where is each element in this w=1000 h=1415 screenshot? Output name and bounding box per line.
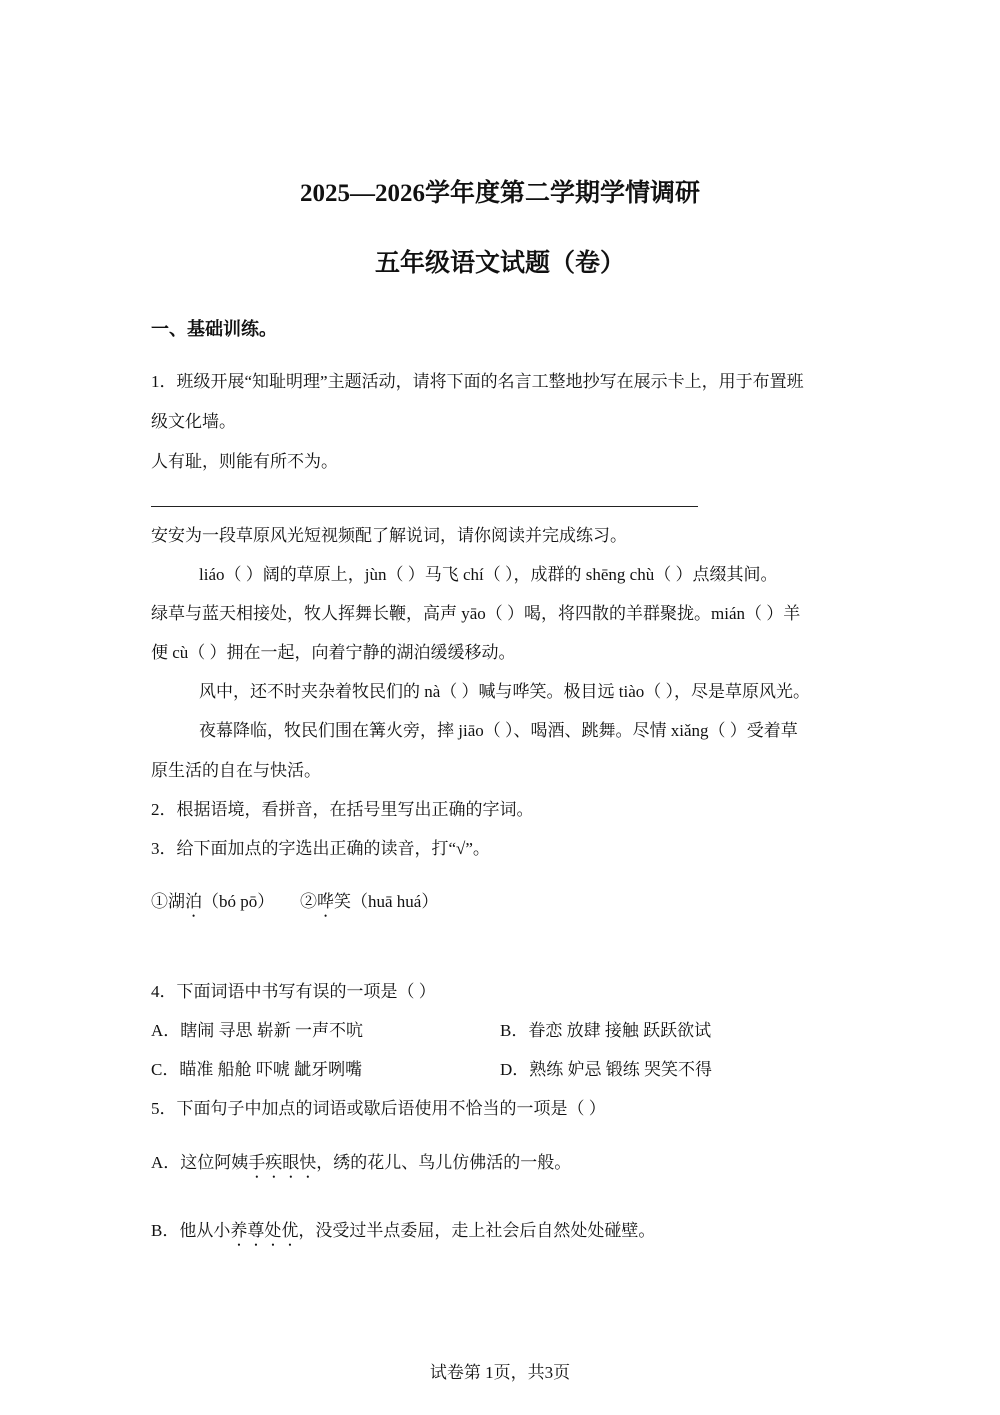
dotted-char: 泊 <box>185 892 202 911</box>
question-5-option-b <box>151 1221 655 1250</box>
question-1-line1: 1．班级开展“知耻明理”主题活动，请将下面的名言工整地抄写在展示卡上，用于布置班 <box>151 372 804 391</box>
section-heading: 一、基础训练。 <box>151 319 277 339</box>
option-b-suffix: ，没受过半点委屈，走上社会后自然处处碰壁。 <box>298 1221 656 1240</box>
dotted-char: 哗 <box>317 892 334 911</box>
item-1-prefix: ①湖 <box>151 892 185 911</box>
option-a-suffix: ，绣的花儿、鸟儿仿佛活的一般。 <box>316 1153 572 1172</box>
item-2-prefix: ② <box>300 892 317 911</box>
question-3-stem: 3．给下面加点的字选出正确的读音，打“√”。 <box>151 839 490 858</box>
question-4-stem: 4．下面词语中书写有误的一项是（ ） <box>151 982 436 1001</box>
page-footer: 试卷第 1页，共3页 <box>429 1363 571 1382</box>
answer-line <box>151 506 698 507</box>
dotted-phrase: 手疾眼快 <box>248 1153 317 1172</box>
question-5-option-a <box>151 1153 571 1182</box>
question-1-quote: 人有耻，则能有所不为。 <box>151 452 338 471</box>
passage-p1-line1: liáo（ ）阔的草原上，jùn（ ）马飞 chí（ ），成群的 shēng chù（ ）点缀其间。 <box>199 565 778 584</box>
question-3-item-2 <box>300 892 438 921</box>
page-title: 2025—2026学年度第二学期学情调研 <box>299 180 700 207</box>
passage-intro: 安安为一段草原风光短视频配了解说词，请你阅读并完成练习。 <box>151 526 627 545</box>
question-1-line2: 级文化墙。 <box>151 412 236 431</box>
question-3-item-1 <box>151 892 274 921</box>
question-4-option-d: D．熟练 妒忌 锻练 哭笑不得 <box>500 1060 713 1079</box>
passage-p3-line1: 夜幕降临，牧民们围在篝火旁，摔 jiāo（ ）、喝酒、跳舞。尽情 xiǎng（ ）受着草 <box>199 721 798 740</box>
item-2-suffix: 笑 <box>334 892 351 911</box>
passage-p3-line2: 原生活的自在与快活。 <box>151 761 321 780</box>
question-4-option-a: A．瞎闹 寻思 崭新 一声不吭 <box>151 1021 364 1040</box>
option-a-prefix: A．这位阿姨 <box>151 1153 249 1172</box>
page-subtitle: 五年级语文试题（卷） <box>374 250 625 277</box>
option-b-prefix: B．他从小 <box>151 1221 231 1240</box>
dotted-phrase: 养尊处优 <box>230 1221 299 1240</box>
question-5-stem: 5．下面句子中加点的词语或歇后语使用不恰当的一项是（ ） <box>151 1099 606 1118</box>
question-4-option-b: B．眷恋 放肆 接触 跃跃欲试 <box>500 1021 712 1040</box>
passage-p2: 风中，还不时夹杂着牧民们的 nà（ ）喊与哗笑。极目远 tiào（ ），尽是草原风光。 <box>199 682 811 701</box>
passage-p1-line3: 便 cù（ ）拥在一起，向着宁静的湖泊缓缓移动。 <box>151 643 516 662</box>
item-2-reading: （huā huá） <box>351 892 439 911</box>
item-1-reading: （bó pō） <box>202 892 275 911</box>
passage-p1-line2: 绿草与蓝天相接处，牧人挥舞长鞭，高声 yāo（ ）喝，将四散的羊群聚拢。mián（ ）羊 <box>151 604 801 623</box>
question-2: 2．根据语境，看拼音，在括号里写出正确的字词。 <box>151 800 534 819</box>
question-4-option-c: C．瞄准 船舱 吓唬 龇牙咧嘴 <box>151 1060 363 1079</box>
